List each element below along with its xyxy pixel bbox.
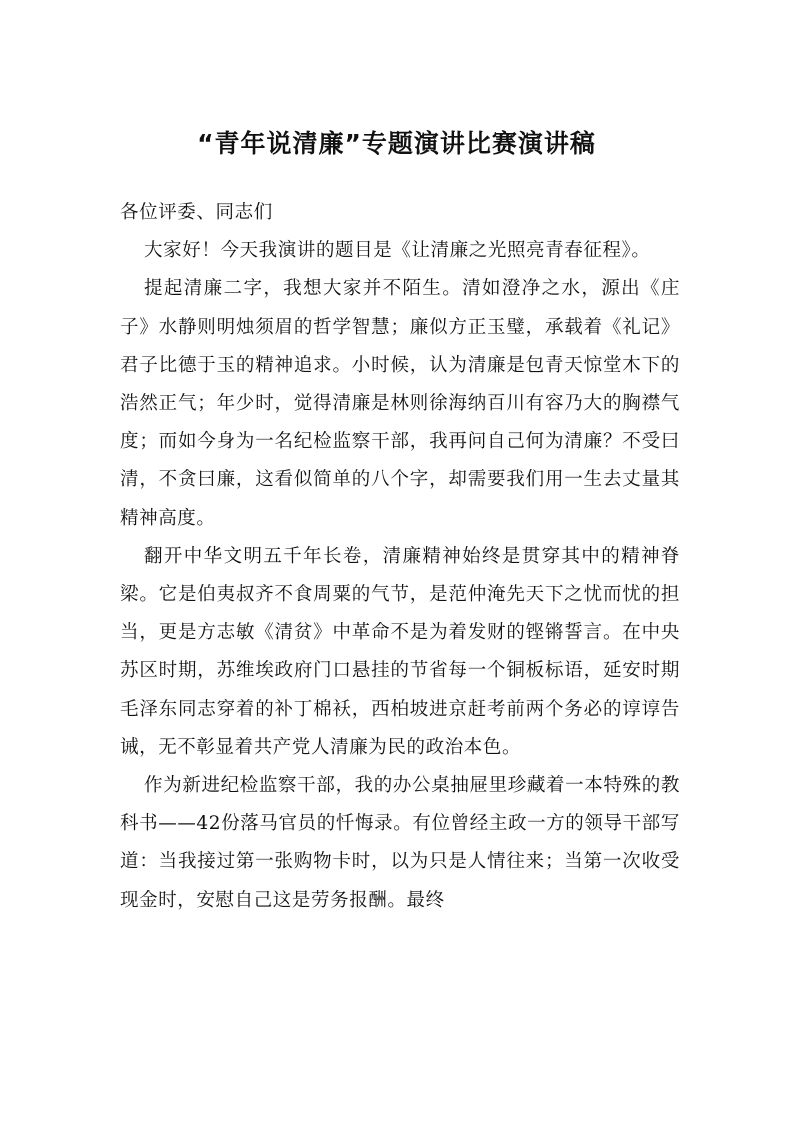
paragraph-confession-records: 作为新进纪检监察干部，我的办公桌抽屉里珍藏着一本特殊的教科书——42份落马官员的忏悔录。有位曾经主政一方的领导干部写道：当我接过第一张购物卡时，以为只是人情往来；当第一次收受现金时，安慰自己这是劳务报酬。最终: [120, 775, 680, 911]
paragraph-meaning-of-integrity: 提起清廉二字，我想大家并不陌生。清如澄净之水，源出《庄子》水静则明烛须眉的哲学智慧；廉似方正玉璧，承载着《礼记》君子比德于玉的精神追求。小时候，认为清廉是包青天惊堂木下的浩然正气；年少时，觉得清廉是林则徐海纳百川有容乃大的胸襟气度；而如今身为一名纪检监察干部，我再问自己何为清廉？不受曰清，不贪曰廉，这看似简单的八个字，却需要我们用一生去丈量其精神高度。: [120, 278, 680, 529]
document-body: [120, 194, 680, 920]
document-title: “青年说清廉”专题演讲比赛演讲稿: [197, 129, 596, 158]
paragraph-greeting: 大家好！今天我演讲的题目是《让清廉之光照亮青春征程》。: [144, 240, 651, 262]
paragraph-history-of-integrity: 翻开中华文明五千年长卷，清廉精神始终是贯穿其中的精神脊梁。它是伯夷叔齐不食周粟的气节，是范仲淹先天下之忧而忧的担当，更是方志敏《清贫》中革命不是为着发财的铿锵誓言。在中央苏区时期，苏维埃政府门口悬挂的节省每一个铜板标语，延安时期毛泽东同志穿着的补丁棉袄，西柏坡进京赶考前两个务必的谆谆告诫，无不彰显着共产党人清廉为民的政治本色。: [120, 545, 680, 758]
salutation: 各位评委、同志们: [120, 202, 273, 223]
